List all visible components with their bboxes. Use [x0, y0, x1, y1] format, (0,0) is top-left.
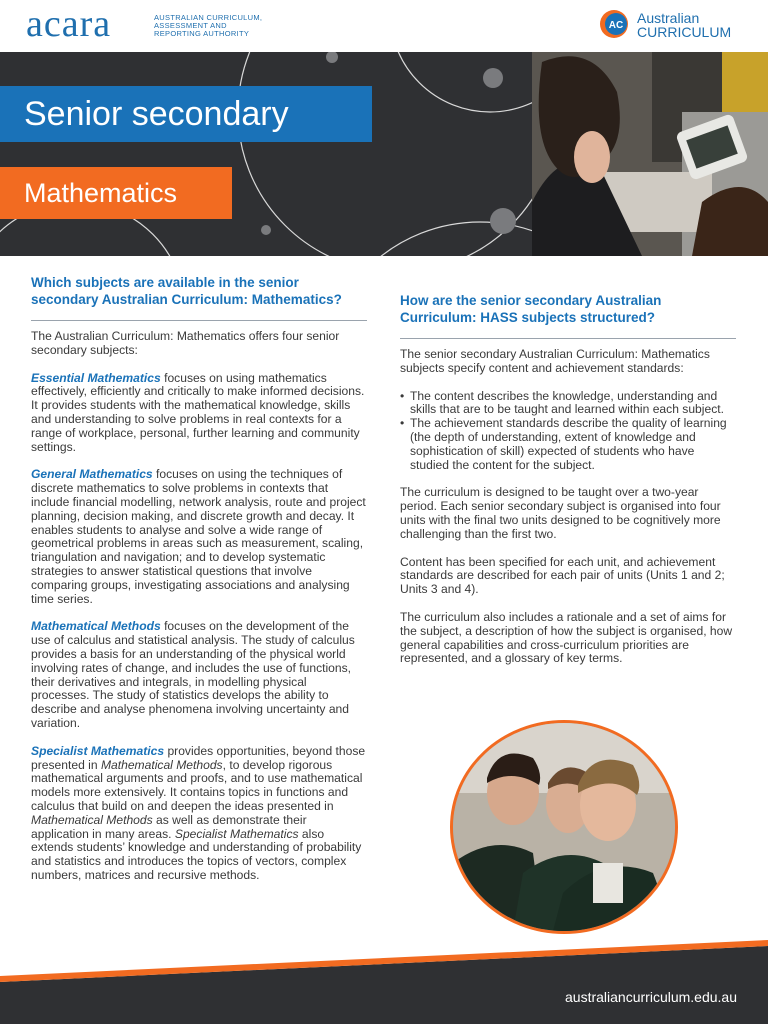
australian-curriculum-wordmark [637, 11, 731, 39]
methods-text: focuses on the development of the use of calculus and statistical analysis. The study of calculus provides a basis for an understanding of the physical world involving rates of change, and includes the use of functions, their derivatives and integrals, in modelling physical processes. The study of statistics develops the ability to describe and analyse phenomena involving uncertainty and variation. [31, 619, 355, 730]
page-title: Senior secondary [24, 95, 289, 133]
ac-badge-text: AC [608, 20, 624, 31]
left-heading: Which subjects are available in the senior secondary Australian Curriculum: Mathematics? [31, 275, 342, 307]
left-intro: The Australian Curriculum: Mathematics offers four senior secondary subjects: [31, 329, 340, 357]
acara-logo-wordmark: acara [26, 3, 112, 45]
student-with-calculator-photo [532, 52, 768, 256]
left-column [31, 275, 367, 897]
specialist-italic-2: Mathematical Methods [31, 812, 153, 827]
hero-banner [0, 52, 768, 256]
general-maths-text: focuses on using the techniques of discrete mathematics to solve problems in contexts that include financial modelling, network analysis, route and project planning, decision making, and discrete growth and decay. It enables students to analyse and solve a wide range of geometrical problems in areas such as measurement, scaling, triangulation and navigation; and to develop systematic strategies to answer statistical questions that involve comparing groups, investigating associations and analysing time series. [31, 467, 366, 606]
specialist-text-3: as well as demonstrate their application in many areas. [31, 812, 307, 841]
footer-band [0, 940, 768, 1024]
right-paragraph-1: The curriculum is designed to be taught over a two-year period. Each senior secondary subject is organised into four units with the final two units designed to be cognitively more challenging than the first two. [400, 485, 721, 541]
specialist-maths-paragraph [31, 745, 367, 883]
specialist-italic-1: Mathematical Methods [100, 757, 223, 772]
acara-tagline [154, 14, 262, 38]
specialist-text-1: provides opportunities, beyond those presented in [31, 743, 366, 772]
right-column [400, 293, 736, 680]
ac-name-line1: Australian [637, 10, 700, 26]
australian-curriculum-logo-icon [599, 9, 629, 39]
page-subtitle: Mathematics [24, 178, 178, 208]
right-intro: The senior secondary Australian Curriculum: Mathematics subjects specify content and achievement standards: [400, 347, 710, 375]
right-divider [400, 338, 736, 339]
acara-tagline-line: AUSTRALIAN CURRICULUM, [154, 13, 263, 22]
right-paragraph-3: The curriculum also includes a rationale and a set of aims for the subject, a description of how the subject is organised, how general capabilities and cross-curriculum priorities are represented, and a glossary of key terms. [400, 609, 733, 666]
general-maths-paragraph [31, 468, 367, 606]
methods-name: Mathematical Methods [31, 619, 161, 634]
left-divider [31, 320, 367, 321]
essential-maths-name: Essential Mathematics [31, 370, 161, 385]
page-header [0, 0, 768, 52]
essential-maths-text: focuses on using mathematics effectively, efficiently and critically to make informed decisions. It provides students with the mathematical knowledge, skills and understanding to solve problems in real contexts for a range of workplace, personal, further learning and community settings. [31, 370, 365, 454]
specialist-italic-3: Specialist Mathematics [174, 826, 299, 841]
right-heading: How are the senior secondary Australian Curriculum: HASS subjects structured? [400, 293, 662, 325]
specialist-text-4: also extends students’ knowledge and understanding of probability and statistics and introduces the topics of vectors, complex numbers, matrices and recursive methods. [31, 826, 362, 882]
general-maths-name: General Mathematics [31, 467, 153, 482]
specialist-text-2: , to develop rigorous mathematical arguments and proofs, and to use mathematical models more extensively. It contains topics in functions and calculus that build on and deepen the ideas presented in [31, 757, 363, 813]
ac-name-line2: CURRICULUM [637, 24, 732, 40]
footer-website-link[interactable]: australiancurriculum.edu.au [565, 989, 737, 1005]
title-banner-blue [0, 86, 372, 142]
methods-paragraph [31, 620, 367, 730]
students-circle-photo [450, 720, 678, 934]
list-item: • The achievement standards describe the quality of learning (the depth of understanding, extent of knowledge and sophistication of skill) expected of students who have studied the content for the subject. [400, 417, 736, 472]
right-paragraph-2: Content has been specified for each unit, and achievement standards are described for each pair of units (Units 1 and 2; Units 3 and 4). [400, 554, 725, 597]
acara-tagline-line: ASSESSMENT AND [154, 21, 227, 30]
specialist-maths-name: Specialist Mathematics [31, 743, 165, 758]
list-item: • The content describes the knowledge, understanding and skills that are to be taught and learned within each subject. [400, 390, 736, 418]
acara-tagline-line: REPORTING AUTHORITY [154, 29, 250, 38]
subtitle-banner-orange [0, 167, 232, 219]
structure-bullet-list [400, 390, 736, 473]
essential-maths-paragraph [31, 372, 367, 455]
